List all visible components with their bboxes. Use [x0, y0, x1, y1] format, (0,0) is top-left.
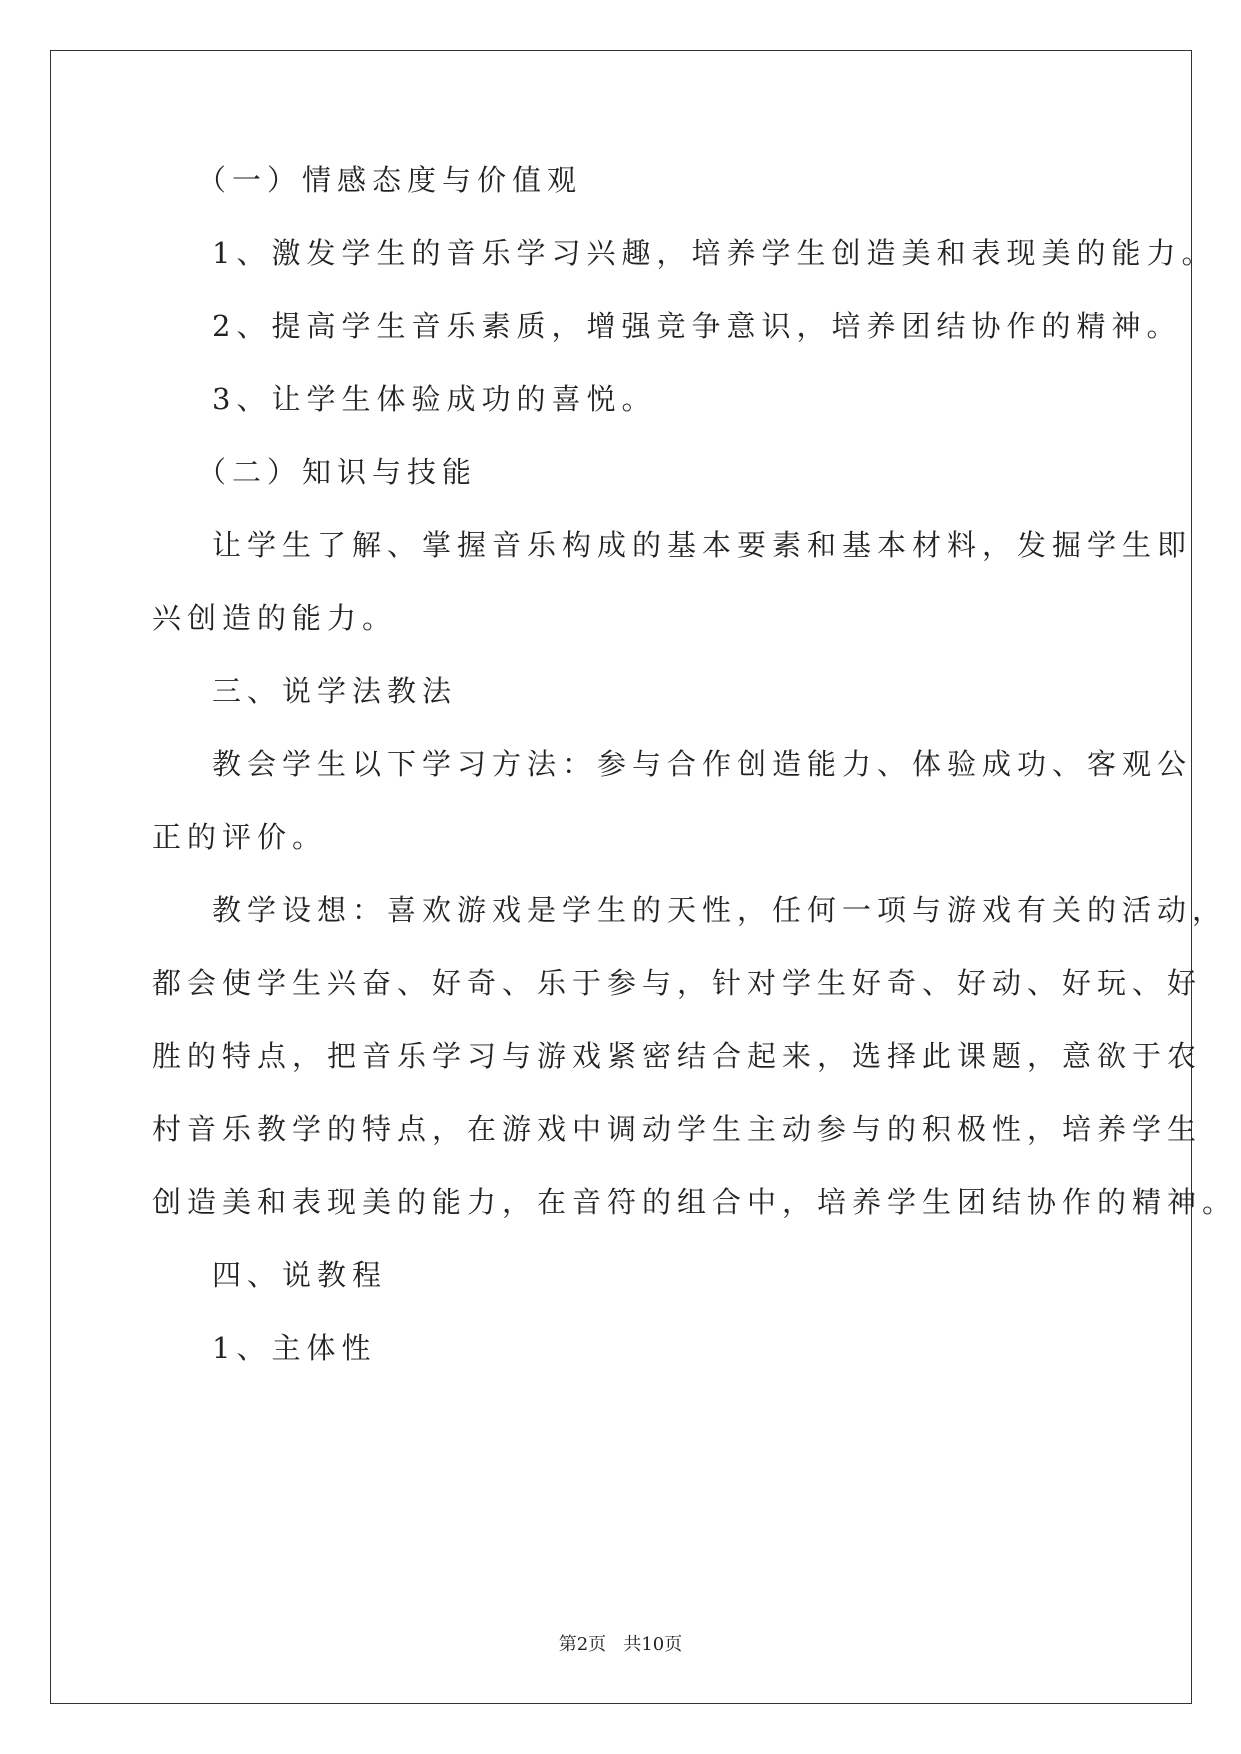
page-number: 第2页 — [558, 1634, 607, 1655]
paragraph-line: 1、激发学生的音乐学习兴趣，培养学生创造美和表现美的能力。 — [212, 236, 1217, 270]
paragraph-line: 教学设想：喜欢游戏是学生的天性，任何一项与游戏有关的活动， — [212, 893, 1228, 927]
paragraph-line: 2、提高学生音乐素质，增强竞争意识，培养团结协作的精神。 — [212, 309, 1182, 343]
paragraph-line: 1、主体性 — [212, 1331, 377, 1365]
section-heading-1: （一）情感态度与价值观 — [197, 163, 583, 197]
paragraph-line: 让学生了解、掌握音乐构成的基本要素和基本材料，发掘学生即 — [212, 528, 1193, 562]
paragraph-line: 都会使学生兴奋、好奇、乐于参与，针对学生好奇、好动、好玩、好 — [152, 966, 1203, 1000]
section-heading-3: 三、说学法教法 — [212, 674, 458, 708]
paragraph-line: 创造美和表现美的能力，在音符的组合中，培养学生团结协作的精神。 — [152, 1185, 1238, 1219]
paragraph-line: 村音乐教学的特点，在游戏中调动学生主动参与的积极性，培养学生 — [152, 1112, 1203, 1146]
paragraph-line: 兴创造的能力。 — [152, 601, 398, 635]
section-heading-4: 四、说教程 — [212, 1258, 388, 1292]
page-total: 共10页 — [623, 1634, 683, 1655]
paragraph-line: 胜的特点，把音乐学习与游戏紧密结合起来，选择此课题，意欲于农 — [152, 1039, 1203, 1073]
footer-spacer — [606, 1634, 623, 1655]
paragraph-line: 教会学生以下学习方法：参与合作创造能力、体验成功、客观公 — [212, 747, 1193, 781]
paragraph-line: 正的评价。 — [152, 820, 328, 854]
paragraph-line: 3、让学生体验成功的喜悦。 — [212, 382, 657, 416]
section-heading-2: （二）知识与技能 — [197, 455, 478, 489]
page-footer — [0, 1633, 1241, 1657]
page-border — [50, 50, 1192, 1704]
